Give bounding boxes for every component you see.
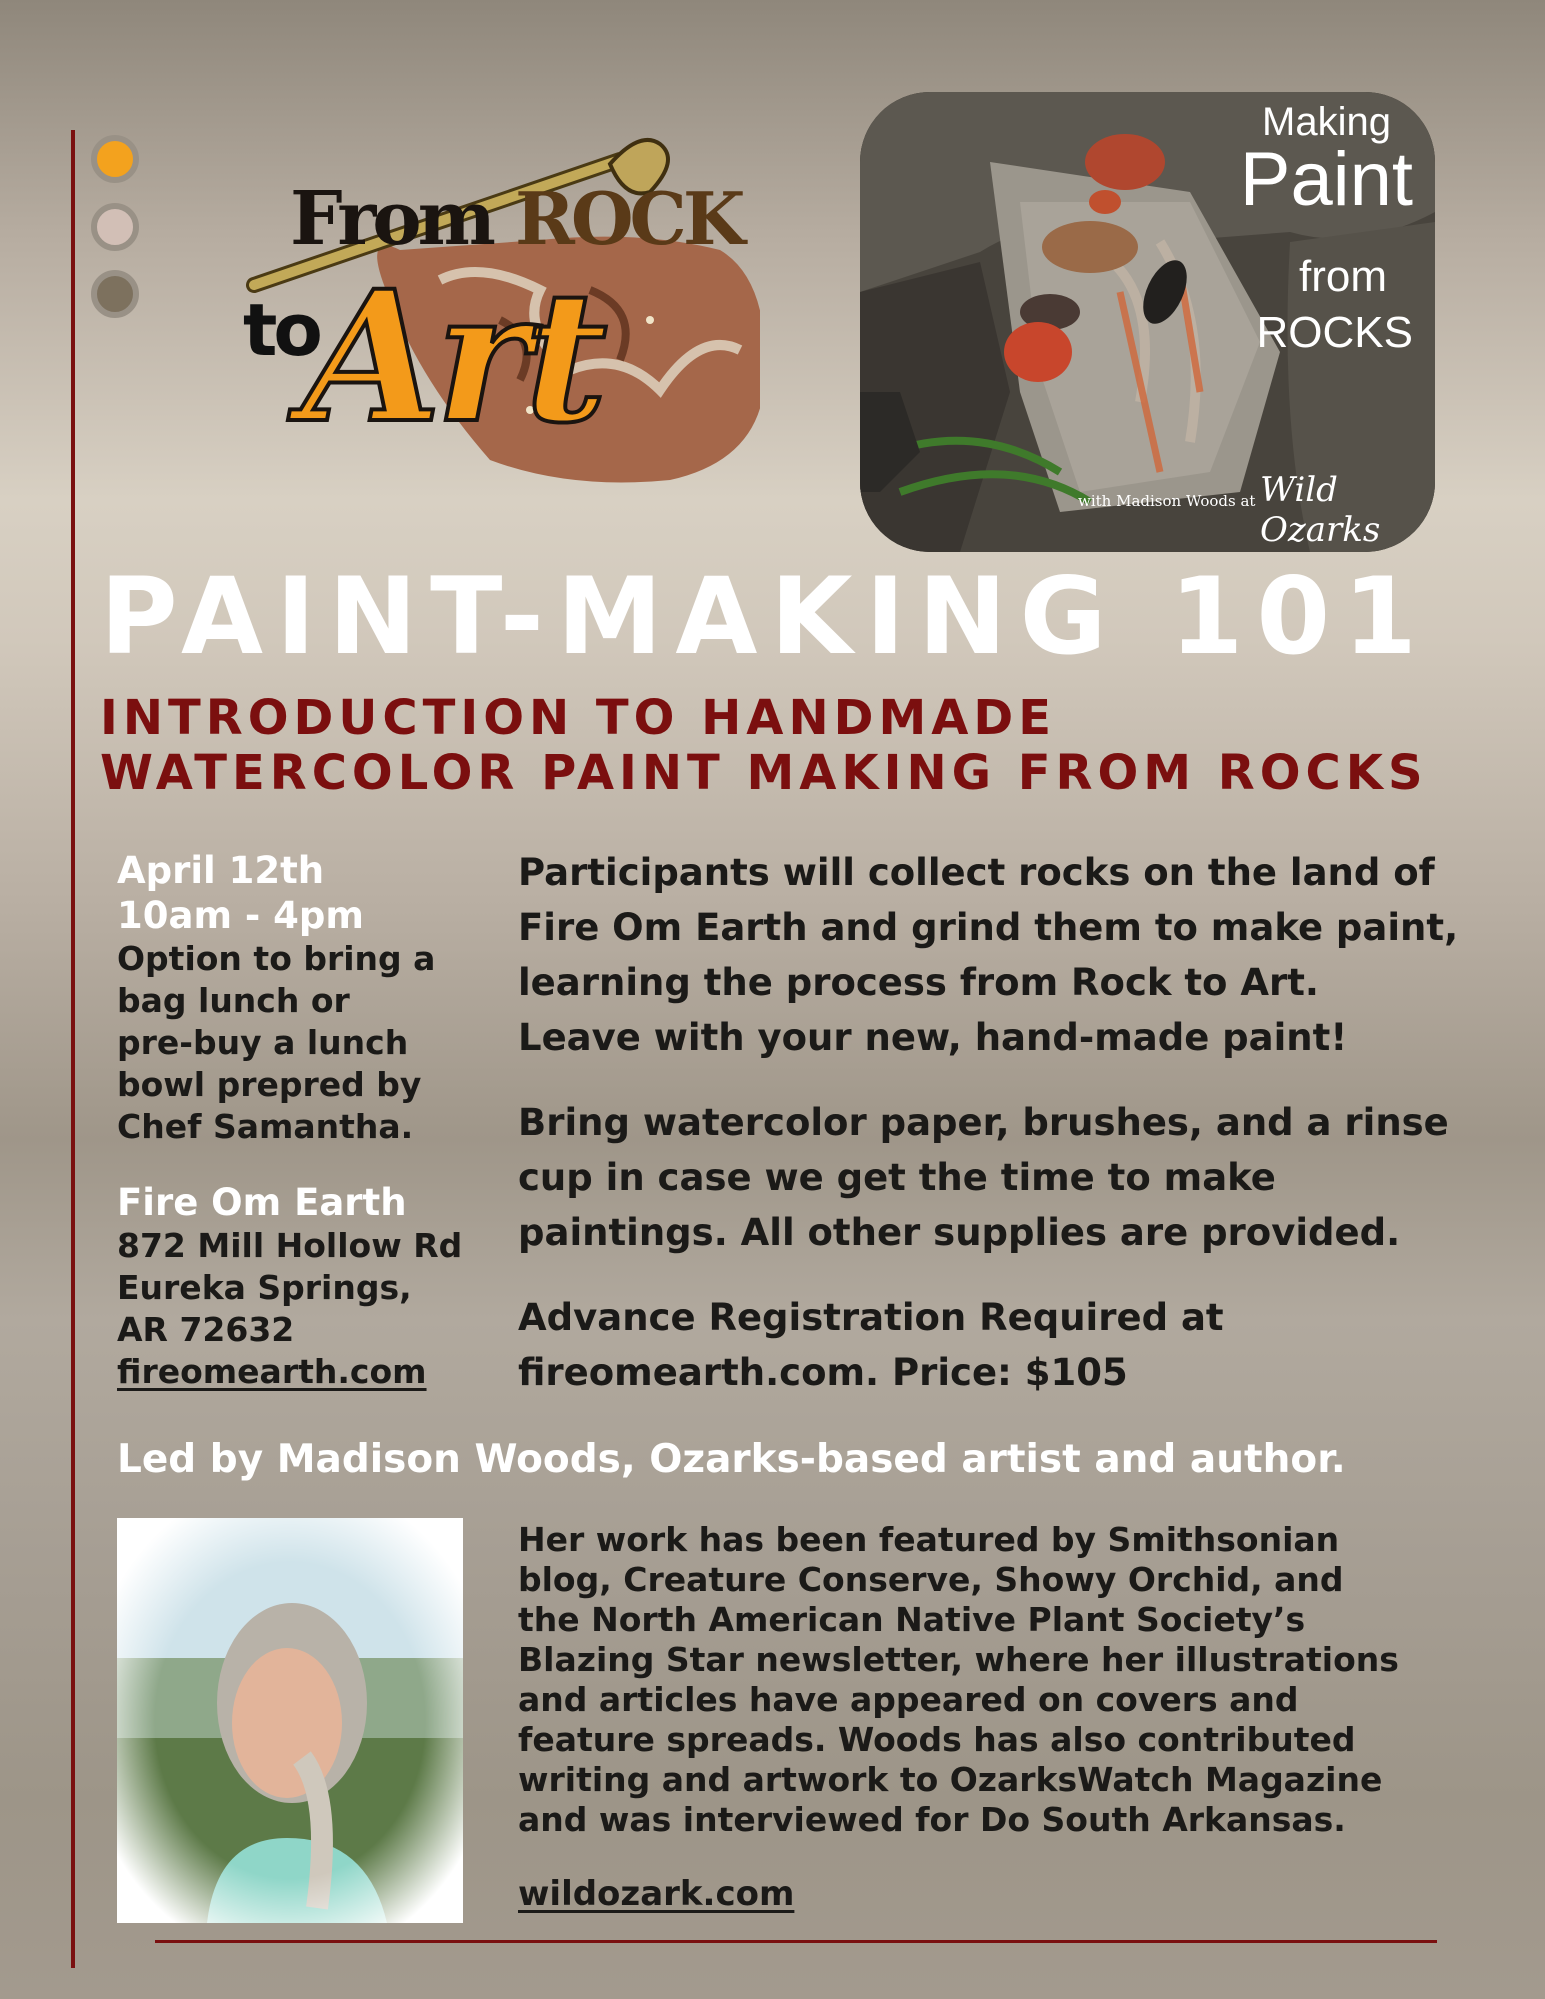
bio-line: feature spreads. Woods has also contributed: [518, 1720, 1356, 1759]
logo-art-text: Art: [302, 252, 602, 463]
logo-from-text: From: [290, 176, 492, 262]
leader-intro: Led by Madison Woods, Ozarks-based artist and author.: [117, 1437, 1346, 1482]
photo-rocks-text: ROCKS: [1256, 308, 1413, 357]
logo-rock-text: ROCK: [515, 176, 742, 261]
description-paragraph-2: [518, 1095, 1478, 1260]
bottom-divider-line: [155, 1940, 1437, 1943]
rocks-photo: [860, 92, 1435, 552]
venue-website-link[interactable]: fireomearth.com: [117, 1352, 427, 1391]
orange-dot-icon: [91, 135, 139, 183]
venue-address: [117, 1225, 477, 1351]
description-line: Leave with your new, hand-made paint!: [518, 1016, 1348, 1059]
description-paragraph-1: [518, 845, 1478, 1065]
event-date: April 12th: [117, 849, 325, 892]
bio-line: and was interviewed for Do South Arkansas.: [518, 1800, 1346, 1839]
logo-to-text: to: [243, 288, 319, 372]
description-line: Participants will collect rocks on the land of: [518, 851, 1435, 894]
lunch-line: bag lunch or: [117, 981, 350, 1020]
lunch-line: pre-buy a lunch: [117, 1023, 409, 1062]
description-line: paintings. All other supplies are provided.: [518, 1211, 1401, 1254]
subtitle-line-1: INTRODUCTION TO HANDMADE: [100, 690, 1057, 746]
from-rock-to-art-logo: [240, 130, 760, 510]
address-line: AR 72632: [117, 1310, 295, 1349]
madison-woods-portrait: [117, 1518, 463, 1923]
lunch-line: Option to bring a: [117, 939, 436, 978]
registration-line: Advance Registration Required at: [518, 1296, 1224, 1339]
brown-dot-icon: [91, 270, 139, 318]
photo-paint-text: Paint: [1239, 137, 1413, 222]
bio-line: and articles have appeared on covers and: [518, 1680, 1299, 1719]
bio-line: Her work has been featured by Smithsonian: [518, 1520, 1340, 1559]
photo-credit-text: with Madison Woods at: [1078, 492, 1256, 510]
page-title: PAINT-MAKING 101: [100, 555, 1430, 678]
photo-making-text: Making: [1262, 100, 1391, 144]
bio-line: Blazing Star newsletter, where her illustrations: [518, 1640, 1399, 1679]
leader-bio: [518, 1520, 1448, 1840]
leader-website-link[interactable]: wildozark.com: [518, 1874, 795, 1914]
description-line: cup in case we get the time to make: [518, 1156, 1276, 1199]
pink-dot-icon: [91, 203, 139, 251]
lunch-line: bowl prepred by: [117, 1065, 422, 1104]
lunch-note: [117, 938, 477, 1148]
bio-line: writing and artwork to OzarksWatch Magazine: [518, 1760, 1383, 1799]
address-line: 872 Mill Hollow Rd: [117, 1226, 463, 1265]
address-line: Eureka Springs,: [117, 1268, 412, 1307]
venue-name: Fire Om Earth: [117, 1181, 407, 1224]
bio-line: the North American Native Plant Society’s: [518, 1600, 1306, 1639]
bio-line: blog, Creature Conserve, Showy Orchid, and: [518, 1560, 1344, 1599]
lunch-line: Chef Samantha.: [117, 1107, 414, 1146]
description-line: Fire Om Earth and grind them to make paint,: [518, 906, 1459, 949]
registration-price-line: fireomearth.com. Price: $105: [518, 1351, 1128, 1394]
event-time: 10am - 4pm: [117, 894, 364, 937]
left-divider-line: [71, 130, 75, 1968]
registration-info: [518, 1290, 1478, 1400]
description-line: learning the process from Rock to Art.: [518, 961, 1319, 1004]
photo-from-text: from: [1299, 252, 1387, 301]
photo-signature: Wild Ozarks: [1260, 470, 1381, 550]
description-line: Bring watercolor paper, brushes, and a rinse: [518, 1101, 1449, 1144]
subtitle-line-2: WATERCOLOR PAINT MAKING FROM ROCKS: [100, 745, 1428, 801]
